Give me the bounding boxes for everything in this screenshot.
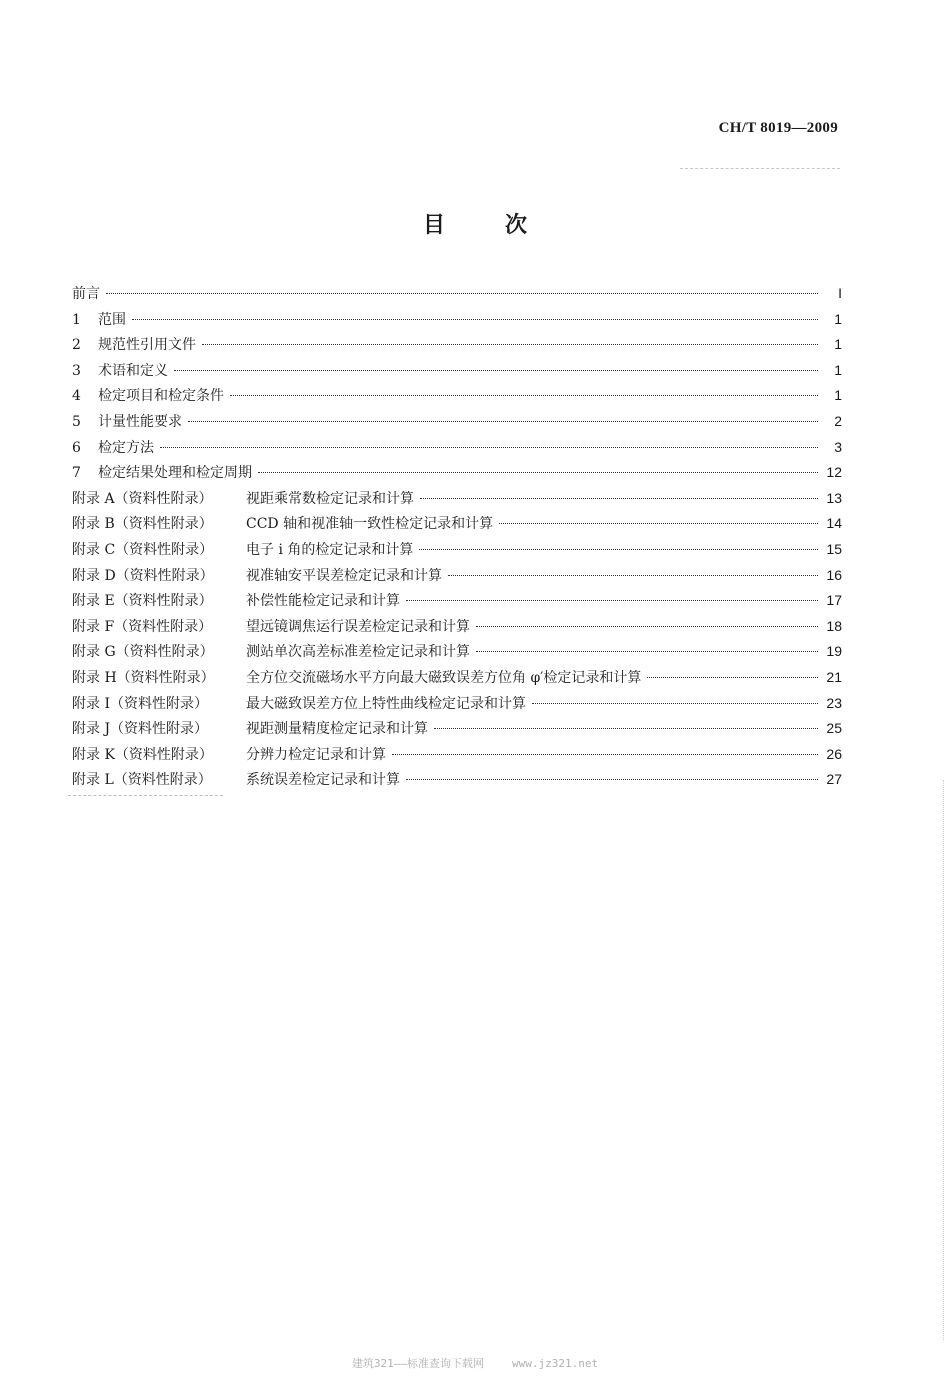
toc-entry-title: 规范性引用文件 xyxy=(98,337,196,354)
toc-leader-dots xyxy=(448,575,818,576)
toc-leader-dots xyxy=(476,626,818,627)
toc-entry[interactable] xyxy=(72,563,842,589)
toc-entry-page-number: 19 xyxy=(826,643,842,660)
toc-entry-title: CCD 轴和视准轴一致性检定记录和计算 xyxy=(246,516,494,533)
toc-entry-page-number: 1 xyxy=(834,310,842,327)
document-code: CH/T 8019—2009 xyxy=(718,120,838,136)
toc-entry-title: 测站单次高差标准差检定记录和计算 xyxy=(246,644,470,661)
toc-entry-title: 检定项目和检定条件 xyxy=(98,388,224,405)
toc-entry[interactable] xyxy=(72,383,842,409)
toc-entry[interactable] xyxy=(72,332,842,358)
toc-leader-dots xyxy=(258,472,818,473)
toc-entry[interactable] xyxy=(72,588,842,614)
toc-entry-page-number: 18 xyxy=(826,617,842,634)
toc-leader-dots xyxy=(434,728,818,729)
toc-entry-number: 7 xyxy=(72,465,81,482)
toc-entry-page-number: 26 xyxy=(826,745,842,762)
toc-leader-dots xyxy=(132,319,818,320)
toc-entry-page-number: 17 xyxy=(826,592,842,609)
toc-entry[interactable] xyxy=(72,691,842,717)
toc-entry-appendix-label: 附录 C（资料性附录） xyxy=(72,541,214,558)
toc-leader-dots xyxy=(202,344,818,345)
toc-leader-dots xyxy=(499,523,818,524)
toc-entry-page-number: 2 xyxy=(834,412,842,429)
toc-leader-dots xyxy=(230,395,818,396)
toc-leader-dots xyxy=(532,703,818,704)
toc-entry-appendix-label: 附录 I（资料性附录） xyxy=(72,695,208,712)
toc-entry-appendix-label: 附录 J（资料性附录） xyxy=(72,721,209,738)
toc-entry[interactable] xyxy=(72,614,842,640)
toc-entry-page-number: 16 xyxy=(826,566,842,583)
toc-entry-appendix-label: 附录 L（资料性附录） xyxy=(72,772,212,789)
page-title-char: 目 xyxy=(422,213,445,238)
toc-entry-page-number: 1 xyxy=(834,336,842,353)
toc-entry-title: 计量性能要求 xyxy=(98,413,182,430)
toc-entry[interactable] xyxy=(72,511,842,537)
toc-entry-page-number: 13 xyxy=(826,489,842,506)
toc-entry-title: 视准轴安平误差检定记录和计算 xyxy=(246,567,442,584)
toc-entry-title: 术语和定义 xyxy=(98,362,168,379)
toc-entry-page-number: 3 xyxy=(834,438,842,455)
toc-entry-title: 检定方法 xyxy=(98,439,154,456)
page-title-char: 次 xyxy=(505,213,528,238)
toc-entry-title: 系统误差检定记录和计算 xyxy=(246,772,400,789)
toc-entry-title: 前言 xyxy=(72,286,100,302)
header-divider xyxy=(680,168,840,169)
toc-entry-title: 范围 xyxy=(98,311,126,328)
toc-end-divider xyxy=(68,795,223,796)
toc-entry[interactable] xyxy=(72,486,842,512)
toc-entry[interactable] xyxy=(72,767,842,793)
toc-entry[interactable] xyxy=(72,358,842,384)
toc-entry[interactable] xyxy=(72,665,842,691)
table-of-contents xyxy=(72,281,842,793)
toc-entry-title: 电子 i 角的检定记录和计算 xyxy=(246,541,414,558)
toc-entry[interactable] xyxy=(72,537,842,563)
toc-leader-dots xyxy=(406,779,818,780)
toc-leader-dots xyxy=(476,651,818,652)
toc-entry-appendix-label: 附录 H（资料性附录） xyxy=(72,669,215,686)
toc-leader-dots xyxy=(392,754,818,755)
toc-entry[interactable] xyxy=(72,742,842,768)
toc-leader-dots xyxy=(420,498,818,499)
footer-site-name: 建筑321——标准查询下载网 xyxy=(351,1357,485,1370)
toc-entry-title: 补偿性能检定记录和计算 xyxy=(246,593,400,610)
toc-entry-title: 检定结果处理和检定周期 xyxy=(98,465,252,482)
toc-entry[interactable] xyxy=(72,435,842,461)
toc-entry-number: 1 xyxy=(72,311,81,328)
toc-entry[interactable] xyxy=(72,460,842,486)
toc-entry-page-number: 1 xyxy=(834,361,842,378)
toc-leader-dots xyxy=(406,600,818,601)
toc-entry-title: 分辨力检定记录和计算 xyxy=(246,746,386,763)
toc-entry[interactable] xyxy=(72,281,842,307)
toc-entry-page-number: 25 xyxy=(826,720,842,737)
watermark-footer xyxy=(0,1355,950,1371)
toc-entry-page-number: 1 xyxy=(834,387,842,404)
toc-entry-page-number: 23 xyxy=(826,694,842,711)
toc-leader-dots xyxy=(188,421,818,422)
toc-entry-title: 视距测量精度检定记录和计算 xyxy=(246,721,428,738)
toc-entry[interactable] xyxy=(72,307,842,333)
toc-entry-appendix-label: 附录 E（资料性附录） xyxy=(72,593,213,610)
toc-entry-number: 5 xyxy=(72,413,81,430)
toc-entry-title: 视距乘常数检定记录和计算 xyxy=(246,490,414,507)
toc-entry-appendix-label: 附录 B（资料性附录） xyxy=(72,516,213,533)
toc-leader-dots xyxy=(647,677,818,678)
toc-entry-page-number: I xyxy=(838,285,842,301)
toc-entry[interactable] xyxy=(72,409,842,435)
scan-edge-marks xyxy=(941,780,944,1340)
toc-entry-title: 望远镜调焦运行误差检定记录和计算 xyxy=(246,618,470,635)
toc-entry-number: 2 xyxy=(72,337,81,354)
toc-entry[interactable] xyxy=(72,639,842,665)
toc-entry-appendix-label: 附录 K（资料性附录） xyxy=(72,746,213,763)
toc-entry-page-number: 15 xyxy=(826,540,842,557)
page-title xyxy=(0,208,950,239)
toc-entry[interactable] xyxy=(72,716,842,742)
toc-entry-page-number: 21 xyxy=(826,668,842,685)
toc-entry-number: 3 xyxy=(72,362,81,379)
toc-leader-dots xyxy=(106,293,818,294)
toc-leader-dots xyxy=(174,370,818,371)
toc-leader-dots xyxy=(419,549,818,550)
toc-entry-title: 全方位交流磁场水平方向最大磁致误差方位角 φ′检定记录和计算 xyxy=(246,669,642,686)
toc-entry-page-number: 12 xyxy=(826,464,842,481)
toc-entry-number: 4 xyxy=(72,388,81,405)
toc-entry-number: 6 xyxy=(72,439,81,456)
toc-entry-appendix-label: 附录 F（资料性附录） xyxy=(72,618,213,635)
toc-entry-appendix-label: 附录 G（资料性附录） xyxy=(72,644,214,661)
toc-entry-page-number: 14 xyxy=(826,515,842,532)
toc-entry-title: 最大磁致误差方位上特性曲线检定记录和计算 xyxy=(246,695,526,712)
footer-site-url: www.jz321.net xyxy=(512,1357,599,1370)
toc-entry-page-number: 27 xyxy=(826,771,842,788)
toc-entry-appendix-label: 附录 D（资料性附录） xyxy=(72,567,214,584)
toc-leader-dots xyxy=(160,447,818,448)
toc-entry-appendix-label: 附录 A（资料性附录） xyxy=(72,490,213,507)
